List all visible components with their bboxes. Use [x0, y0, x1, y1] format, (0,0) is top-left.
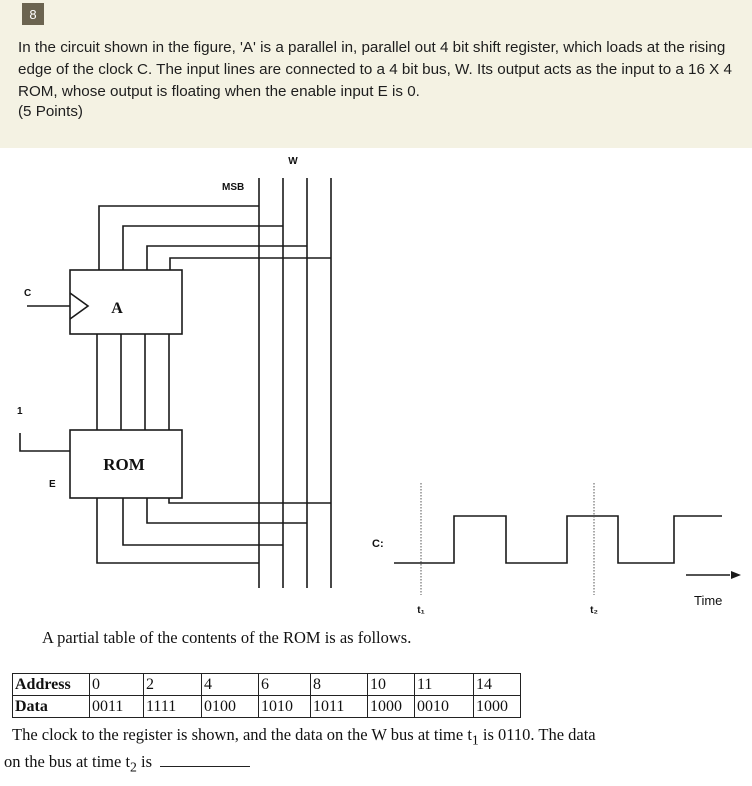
address-cell: 11	[415, 674, 474, 696]
data-cell: 0100	[202, 696, 259, 718]
enable-wire	[20, 433, 70, 451]
answer-blank	[160, 752, 250, 767]
line1-text: The clock to the register is shown, and the data on the W bus at time t	[12, 725, 472, 744]
clock-waveform-label: C:	[372, 538, 384, 550]
question-line-2	[4, 752, 250, 775]
address-cell: 2	[144, 674, 202, 696]
address-cell: 10	[368, 674, 415, 696]
question-points: (5 Points)	[18, 103, 83, 120]
register-a-box	[70, 270, 182, 334]
data-cell: 1111	[144, 696, 202, 718]
data-header: Data	[13, 696, 90, 718]
line1-subscript: 1	[471, 732, 479, 748]
clock-waveform	[394, 516, 722, 563]
rom-contents-table	[12, 673, 521, 718]
question-line-1	[12, 725, 596, 748]
rom-output-wire-4	[97, 498, 259, 563]
clock-triangle	[70, 293, 88, 319]
address-cell: 0	[90, 674, 144, 696]
time-axis-label: Time	[694, 593, 723, 608]
t1-label: t₁	[417, 605, 425, 616]
t2-label: t₂	[590, 605, 598, 616]
enable-label: E	[49, 479, 56, 490]
address-header: Address	[13, 674, 90, 696]
address-cell: 4	[202, 674, 259, 696]
enable-value-label: 1	[17, 406, 23, 417]
question-text: In the circuit shown in the figure, 'A' is a parallel in, parallel out 4 bit shift register, which loads at the rising edge of the clock C. The input lines are connected to a 4 bit bus, W. Its output acts as the input to a 16 X 4 ROM, whose output is floating when the enable input E is 0.	[18, 39, 732, 100]
table-row-data	[13, 696, 521, 718]
data-cell: 1000	[474, 696, 521, 718]
line1-text-end: is 0110. The data	[478, 725, 596, 744]
data-cell: 1000	[368, 696, 415, 718]
data-cell: 1010	[259, 696, 311, 718]
register-a-label: A	[111, 300, 123, 317]
table-caption: A partial table of the contents of the ROM is as follows.	[42, 628, 412, 647]
line2-text: on the bus at time t	[4, 752, 131, 771]
bus-w-label: W	[288, 156, 298, 167]
address-cell: 6	[259, 674, 311, 696]
line2-text-end: is	[136, 752, 153, 771]
question-number-badge: 8	[22, 3, 44, 25]
table-row-address	[13, 674, 521, 696]
msb-label: MSB	[222, 182, 245, 193]
data-cell: 1011	[311, 696, 368, 718]
line2-subscript: 2	[130, 759, 137, 775]
address-cell: 8	[311, 674, 368, 696]
clock-input-label: C	[24, 288, 32, 299]
time-axis-arrowhead	[731, 571, 741, 579]
address-cell: 14	[474, 674, 521, 696]
question-header	[0, 0, 752, 148]
rom-label: ROM	[103, 455, 145, 474]
data-cell: 0011	[90, 696, 144, 718]
data-cell: 0010	[415, 696, 474, 718]
